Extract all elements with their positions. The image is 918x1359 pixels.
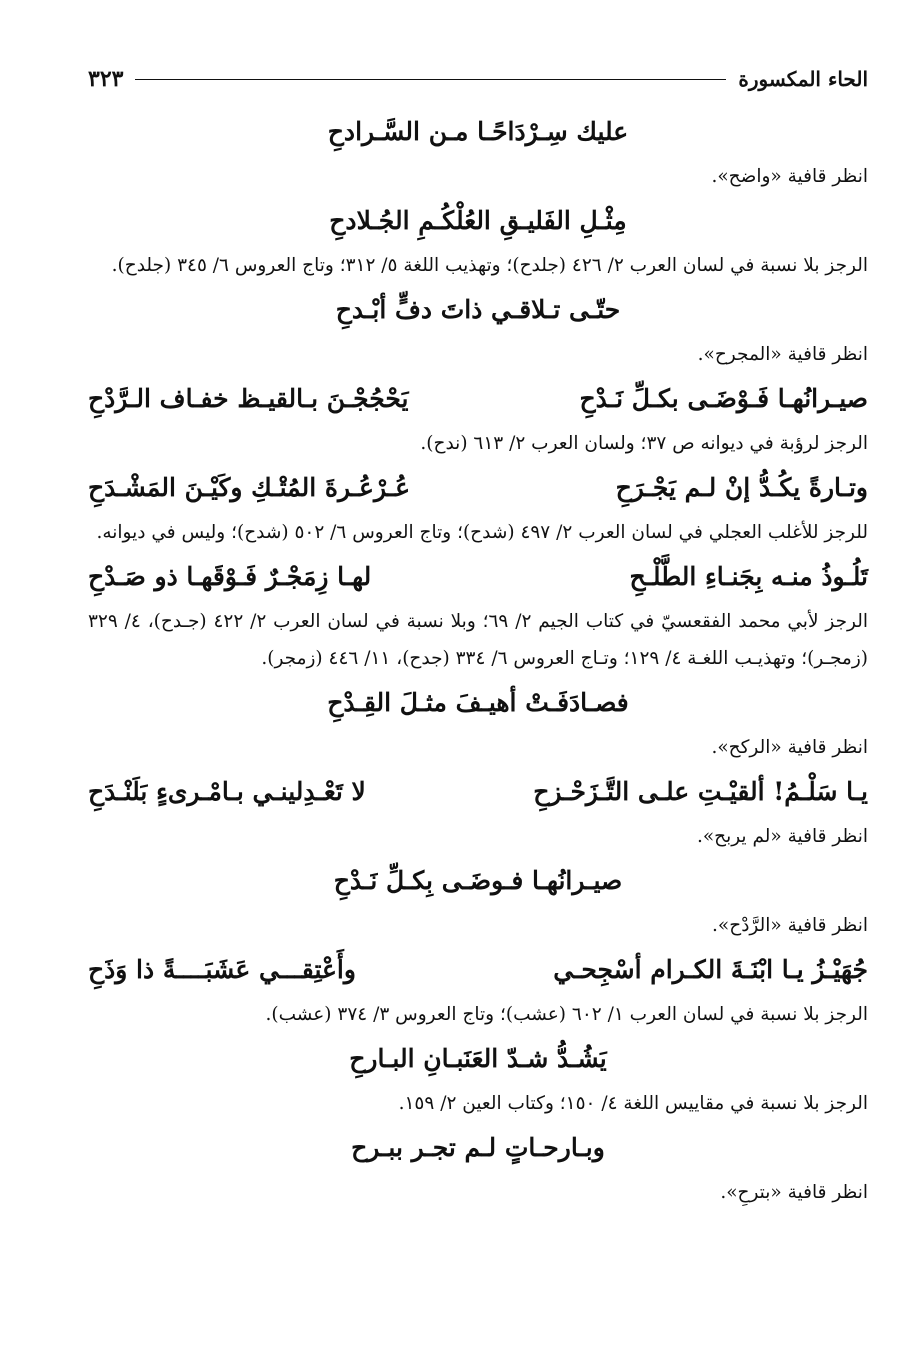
- verse-couplet: [88, 551, 868, 603]
- verse-hemistich-second: وأَعْتِقـــي عَشَبَــــةً ذا وَذَحِ: [88, 955, 356, 984]
- verse-hemistich-first: صيـرانُهـا فَـوْضَـى بكـلِّ نَـدْحِ: [579, 384, 868, 413]
- citation-note: للرجز للأغلب العجلي في لسان العرب ٢/ ٤٩٧ (شدح)؛ وتاج العروس ٦/ ٥٠٢ (شدح)؛ وليس في ديوانه.: [96, 522, 868, 543]
- verse-hemistich-second: يَحْجُجْـنَ بـالقيـظ خفـاف الـرَّدْحِ: [88, 384, 409, 413]
- verse-couplet: [88, 462, 868, 514]
- verse-hemistich-first: جُهَيْـزُ يـا ابْنَـةَ الكـرام أسْجِحـي: [553, 955, 868, 984]
- chapter-title: الحاء المكسورة: [738, 67, 868, 91]
- verse-hemistich-second: عُـرْعُـرةَ المُتْـكِ وكَيْـنَ المَشْـدَحِ: [88, 473, 411, 502]
- citation-note: الرجز بلا نسبة في مقاييس اللغة ٤/ ١٥٠؛ وكتاب العين ٢/ ١٥٩.: [398, 1093, 868, 1114]
- citation-note: انظر قافية «لم يربح».: [696, 826, 868, 847]
- verse-line: عليك سِـرْدَاحًـا مـن السَّـرادحِ: [327, 117, 629, 146]
- verse-couplet: [88, 944, 868, 996]
- citation-note: الرجز بلا نسبة في لسان العرب ١/ ٦٠٢ (عشب)؛ وتاج العروس ٣/ ٣٧٤ (عشب).: [265, 1004, 868, 1025]
- verse-hemistich-second: لهـا زِمَجْـرٌ فَـوْقَهـا ذو صَـدْحِ: [88, 562, 372, 591]
- citation-note: انظر قافية «واضح».: [711, 166, 868, 187]
- citation-note: انظر قافية «بترحِ».: [720, 1182, 868, 1203]
- citation-note: انظر قافية «الرَّدْح».: [712, 915, 868, 936]
- citation-note: انظر قافية «المجرح».: [697, 344, 868, 365]
- citation-note: الرجز بلا نسبة في لسان العرب ٢/ ٤٢٦ (جلدح)؛ وتهذيب اللغة ٥/ ٣١٢؛ وتاج العروس ٦/ ٣٤٥ (جلدح).: [111, 255, 868, 276]
- verse-hemistich-first: تَلُـوذُ منـه بِجَنـاءِ الطَّلْـحِ: [629, 562, 868, 591]
- verse-hemistich-first: يـا سَلْـمُ! ألقيْـتِ علـى التَّـزَحْـزحِ: [533, 777, 868, 806]
- page-content: [88, 106, 868, 1211]
- page-number: ٣٢٣: [88, 66, 124, 92]
- verse-line: وبـارحـاتٍ لـم تجـر ببـرح: [351, 1133, 605, 1162]
- header-rule: [135, 79, 726, 80]
- verse-line: فصـادَفَـتْ أهيـفَ مثـلَ القِـدْحِ: [327, 688, 629, 717]
- citation-note: الرجز لرؤبة في ديوانه ص ٣٧؛ ولسان العرب ٢/ ٦١٣ (ندح).: [420, 433, 868, 454]
- verse-couplet: [88, 766, 868, 818]
- verse-line: مِثْـلِ الفَليـقِ العُلْكُـمِ الجُـلادحِ: [329, 206, 627, 235]
- verse-hemistich-second: لا تَعْـدِلينـي بـامْـرىءٍ بَلَنْـدَحِ: [88, 777, 366, 806]
- verse-couplet: [88, 373, 868, 425]
- verse-line: حتّـى تـلاقـي ذاتَ دفٍّ أبْـدحِ: [335, 295, 621, 324]
- verse-line: يَشُـدُّ شـدّ العَنَبـانِ البـارحِ: [349, 1044, 607, 1073]
- citation-note: الرجز لأبي محمد الفقعسيّ في كتاب الجيم ٢/ ٦٩؛ وبلا نسبة في لسان العرب ٢/ ٤٢٢ (جـدح)، ٤/ ٣٢٩ (زمجـر)؛ وتهذيـب اللغـة ٤/ ١٢٩؛ وتـاج العروس ٦/ ٣٣٤ (جدح)، ١١/ ٤٤٦ (زمجر).: [88, 611, 868, 669]
- verse-line: صيـرانُهـا فـوضَـى بِكـلِّ نَـدْحِ: [333, 866, 623, 895]
- page-header: [88, 62, 868, 96]
- citation-note: انظر قافية «الركح».: [711, 737, 868, 758]
- verse-hemistich-first: وتـارةً يكُـدُّ إنْ لـم يَجْـرَحِ: [615, 473, 868, 502]
